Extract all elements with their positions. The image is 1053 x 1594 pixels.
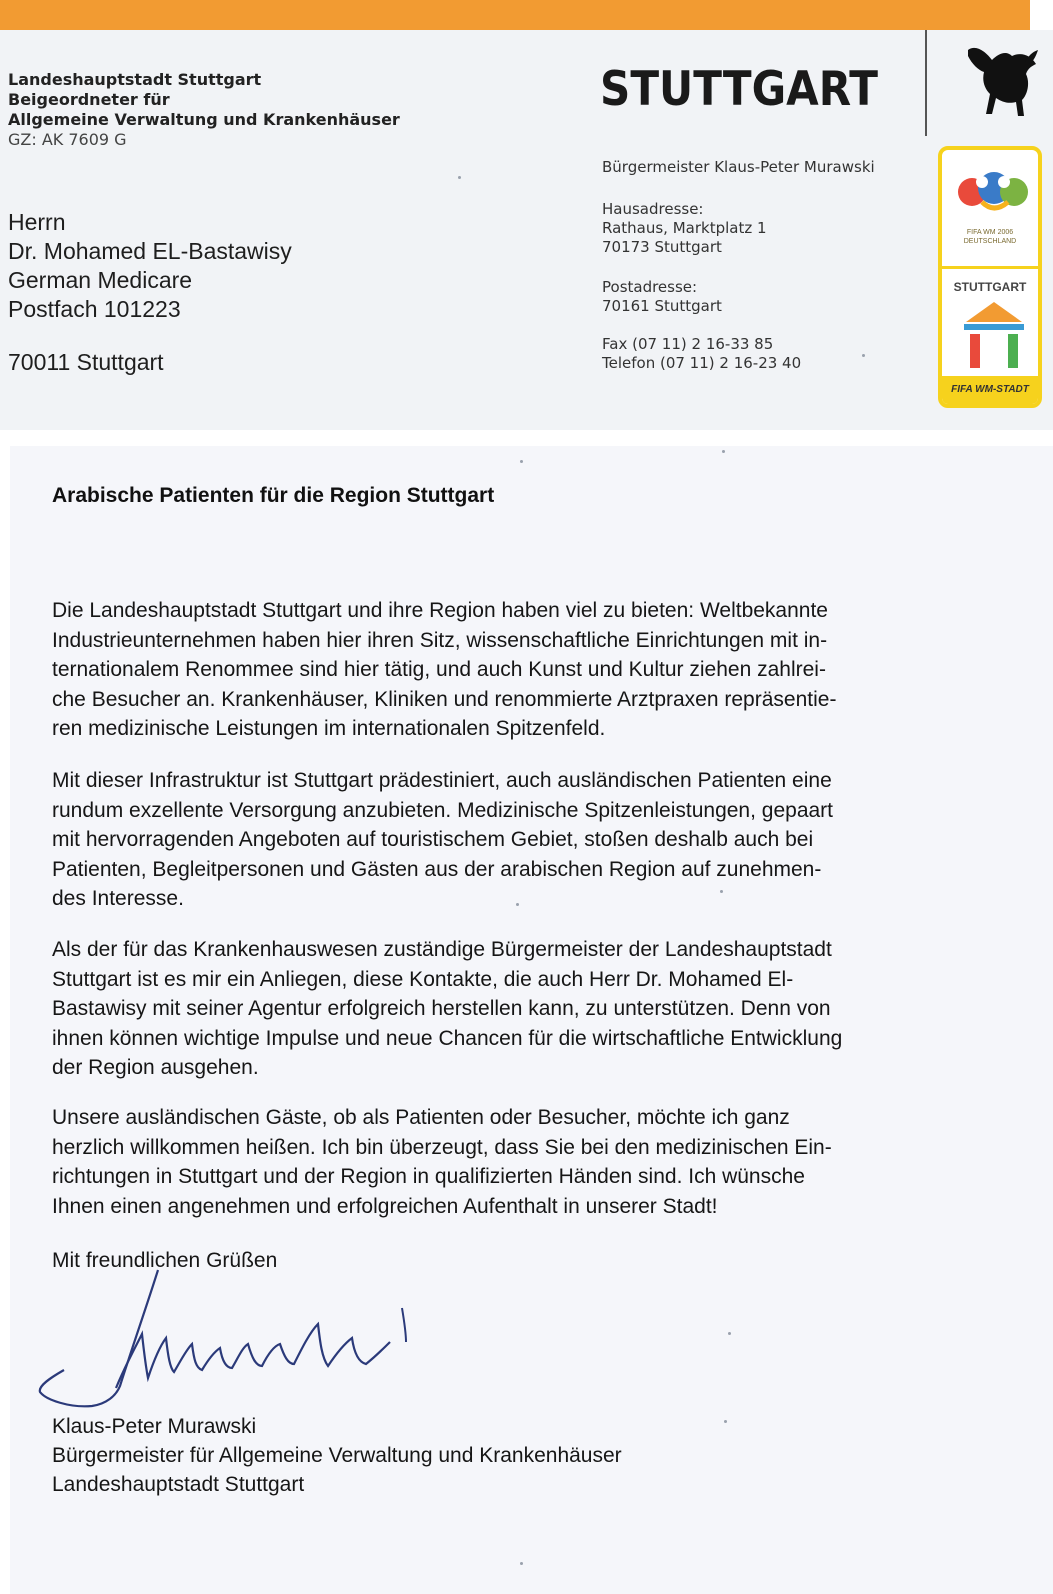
file-reference: GZ: AK 7609 G — [8, 130, 127, 149]
scan-speck — [516, 903, 519, 906]
paragraph-line: der Region ausgehen. — [52, 1056, 259, 1079]
paragraph-line: Patienten, Begleitpersonen und Gästen aus der arabischen Region auf zunehmen- — [52, 857, 822, 881]
paragraph-line: ren medizinische Leistungen im internationalen Spitzenfeld. — [52, 717, 606, 740]
paragraph-line: ihnen können wichtige Impulse und neue Chancen für die wirtschaftliche Entwicklung — [52, 1026, 843, 1050]
scan-speck — [724, 1420, 727, 1423]
paragraph-line: Industrieunternehmen haben hier ihren Sitz, wissenschaftliche Einrichtungen mit in- — [52, 628, 828, 652]
recipient-zip-city: 70011 Stuttgart — [8, 349, 164, 375]
badge-divider — [942, 266, 1038, 269]
paragraph-line: des Interesse. — [52, 887, 184, 910]
scan-speck — [520, 460, 523, 463]
house-address-line: 70173 Stuttgart — [602, 238, 722, 256]
fax-number: Fax (07 11) 2 16-33 85 — [602, 335, 774, 353]
postal-address-label: Postadresse: — [602, 278, 698, 296]
paragraph-line: mit hervorragenden Angeboten auf touristischem Gebiet, stoßen deshalb auch bei — [52, 828, 814, 851]
sender-line: Allgemeine Verwaltung und Krankenhäuser — [8, 110, 400, 129]
badge-city-label: STUTTGART — [953, 280, 1027, 294]
postal-address — [602, 278, 722, 316]
scan-speck — [728, 1332, 731, 1335]
postal-address-line: 70161 Stuttgart — [602, 297, 722, 315]
letter-paragraph — [52, 596, 1002, 744]
signer-block — [52, 1412, 622, 1499]
paragraph-line: Bastawisy mit seiner Agentur erfolgreich herstellen kann, zu unterstützen. Denn von — [52, 997, 831, 1020]
signer-organization: Landeshauptstadt Stuttgart — [52, 1473, 305, 1496]
letter-subject: Arabische Patienten für die Region Stuttgart — [52, 484, 495, 507]
house-address-label: Hausadresse: — [602, 200, 704, 218]
letter-paragraph — [52, 766, 1002, 914]
scan-speck — [520, 1562, 523, 1565]
logo-divider — [925, 30, 927, 136]
handwritten-signature — [36, 1268, 436, 1418]
paragraph-line: rundum exzellente Versorgung anzubieten. Medizinische Spitzenleistungen, gepaart — [52, 798, 833, 822]
stuttgart-logo — [600, 55, 890, 125]
paragraph-line: Als der für das Krankenhauswesen zuständige Bürgermeister der Landeshauptstadt — [52, 938, 832, 961]
paragraph-line: herzlich willkommen heißen. Ich bin überzeugt, dass Sie bei den medizinischen Ein- — [52, 1135, 832, 1159]
signer-title: Bürgermeister für Allgemeine Verwaltung und Krankenhäuser — [52, 1444, 622, 1467]
paragraph-line: che Besucher an. Krankenhäuser, Kliniken und renommierte Arztpraxen repräsentie- — [52, 687, 837, 711]
paragraph-line: Unsere ausländischen Gäste, ob als Patienten oder Besucher, möchte ich ganz — [52, 1106, 790, 1129]
recipient-name: Dr. Mohamed EL-Bastawisy — [8, 238, 292, 264]
house-address — [602, 200, 767, 257]
world-cup-emblem-icon — [952, 162, 1036, 222]
paragraph-line: Die Landeshauptstadt Stuttgart und ihre Region haben viel zu bieten: Weltbekannte — [52, 599, 828, 622]
paragraph-line: Ihnen einen angenehmen und erfolgreichen Aufenthalt in unserer Stadt! — [52, 1194, 718, 1218]
recipient-salutation: Herrn — [8, 209, 66, 235]
letter-paragraph — [52, 935, 1002, 1083]
paragraph-line: Mit dieser Infrastruktur ist Stuttgart prädestiniert, auch ausländischen Patienten eine — [52, 769, 832, 792]
horse-emblem-icon — [962, 42, 1042, 122]
house-address-line: Rathaus, Marktplatz 1 — [602, 219, 767, 237]
letter-closing: Mit freundlichen Grüßen — [52, 1249, 278, 1272]
world-cup-caption: FIFA WM 2006 DEUTSCHLAND — [963, 229, 1017, 245]
paragraph-line: Stuttgart ist es mir ein Anliegen, diese Kontakte, die auch Herr Dr. Mohamed El- — [52, 967, 794, 991]
badge-footer-label: FIFA WM-STADT — [942, 376, 1038, 404]
sender-line: Landeshauptstadt Stuttgart — [8, 70, 262, 89]
sender-line: Beigeordneter für — [8, 90, 170, 109]
recipient-address — [8, 208, 292, 377]
orange-header-bar — [0, 0, 1030, 30]
letter-paragraph — [52, 1103, 1002, 1221]
city-gate-icon — [960, 298, 1028, 372]
scan-speck — [722, 450, 725, 453]
phone-number: Telefon (07 11) 2 16-23 40 — [602, 354, 802, 372]
paragraph-line: richtungen in Stuttgart und der Region in qualifizierten Händen sind. Ich wünsche — [52, 1165, 805, 1188]
recipient-company: German Medicare — [8, 267, 193, 293]
paragraph-line: ternationalem Renommee sind hier tätig, und auch Kunst und Kultur ziehen zahlrei- — [52, 658, 826, 681]
contact-numbers — [602, 335, 801, 373]
mayor-name: Bürgermeister Klaus-Peter Murawski — [602, 158, 875, 176]
signer-name: Klaus-Peter Murawski — [52, 1415, 257, 1438]
logo-wordmark: STUTTGART — [600, 62, 878, 117]
scan-speck — [720, 890, 723, 893]
wm-stadt-badge — [938, 146, 1042, 408]
sender-block — [8, 70, 400, 150]
scan-speck — [458, 176, 461, 179]
recipient-po-box: Postfach 101223 — [8, 296, 181, 322]
scan-speck — [862, 354, 865, 357]
